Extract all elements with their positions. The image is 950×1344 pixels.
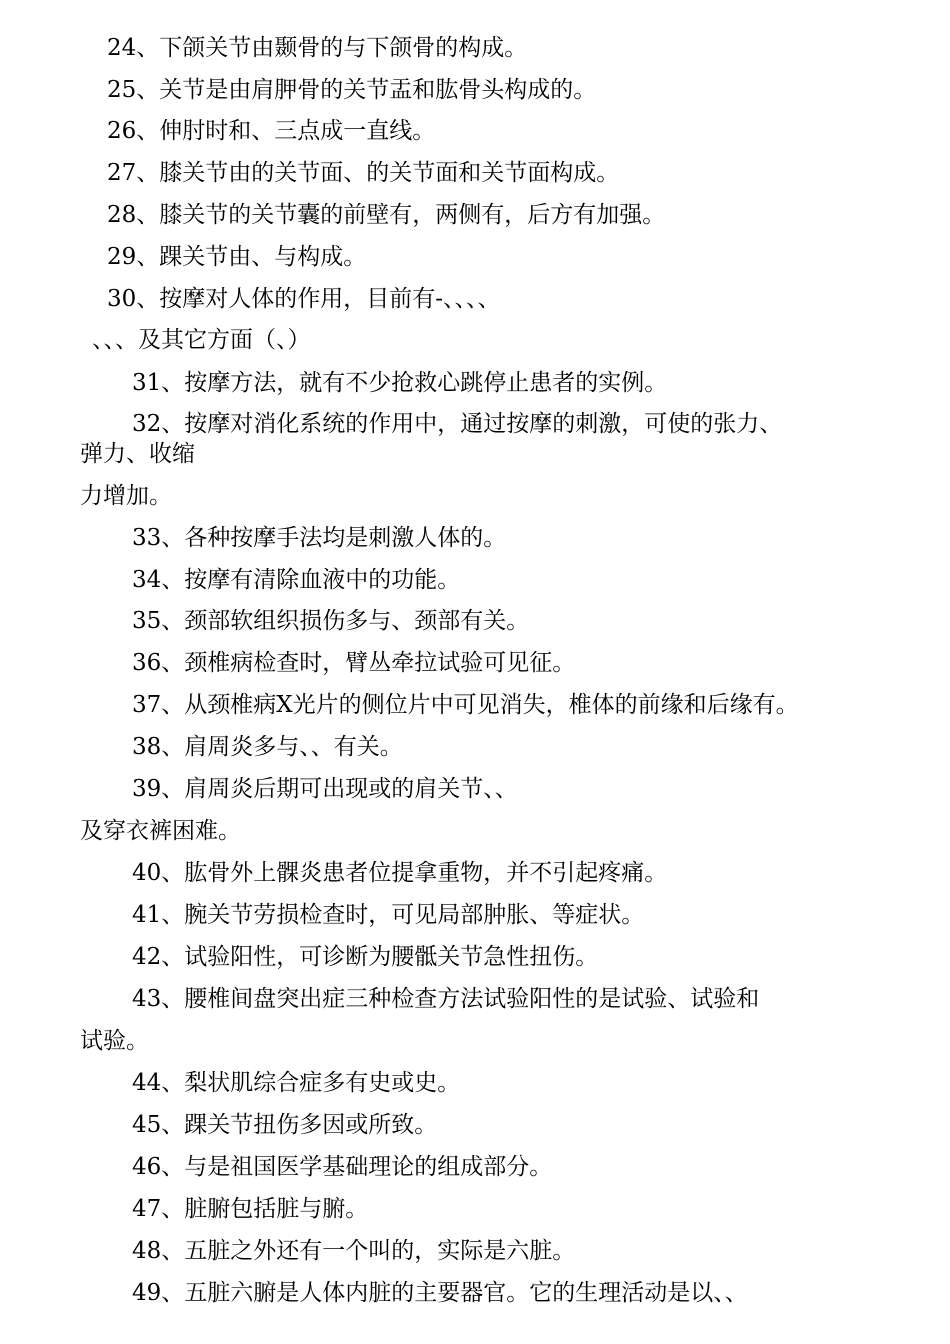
text-line-45: 45、踝关节扭伤多因或所致。 [132, 1112, 438, 1138]
text-line-42: 42、试验阳性，可诊断为腰骶关节急性扭伤。 [132, 944, 599, 970]
text-line-46: 46、与是祖国医学基础理论的组成部分。 [132, 1154, 553, 1180]
text-line-47: 47、脏腑包括脏与腑。 [132, 1196, 369, 1222]
text-line-39: 39、肩周炎后期可出现或的肩关节、、 [132, 776, 518, 802]
text-line-43-cont: 试验。 [80, 1028, 149, 1054]
text-line-34: 34、按摩有清除血液中的功能。 [132, 567, 461, 593]
text-line-32-cont-1: 弹力、收缩 [80, 441, 195, 467]
text-line-41: 41、腕关节劳损检查时，可见局部肿胀、等症状。 [132, 902, 645, 928]
text-line-28: 28、膝关节的关节囊的前壁有，两侧有，后方有加强。 [107, 202, 666, 228]
text-line-27: 27、膝关节由的关节面、的关节面和关节面构成。 [107, 160, 620, 186]
text-line-32-cont-2: 力增加。 [80, 483, 172, 509]
text-line-38: 38、肩周炎多与、、有关。 [132, 734, 403, 760]
text-line-37: 37、从颈椎病X光片的侧位片中可见消失，椎体的前缘和后缘有。 [132, 692, 799, 718]
text-line-48: 48、五脏之外还有一个叫的，实际是六脏。 [132, 1238, 576, 1264]
text-line-40: 40、肱骨外上髁炎患者位提拿重物，并不引起疼痛。 [132, 860, 668, 886]
text-line-25: 25、关节是由肩胛骨的关节盂和肱骨头构成的。 [107, 77, 597, 103]
text-line-39-cont: 及穿衣裤困难。 [80, 818, 241, 844]
text-line-26: 26、伸肘时和、三点成一直线。 [107, 118, 436, 144]
text-line-43: 43、腰椎间盘突出症三种检查方法试验阳性的是试验、试验和 [132, 986, 760, 1012]
text-line-32: 32、按摩对消化系统的作用中，通过按摩的刺激，可使的张力、 [132, 411, 783, 437]
text-line-49: 49、五脏六腑是人体内脏的主要器官。它的生理活动是以、、 [132, 1280, 748, 1306]
text-line-29: 29、踝关节由、与构成。 [107, 244, 367, 270]
text-line-24: 24、下颌关节由颞骨的与下颌骨的构成。 [107, 35, 528, 61]
text-line-33: 33、各种按摩手法均是刺激人体的。 [132, 525, 507, 551]
text-line-36: 36、颈椎病检查时，臂丛牵拉试验可见征。 [132, 650, 576, 676]
text-line-44: 44、梨状肌综合症多有史或史。 [132, 1070, 461, 1096]
text-line-31: 31、按摩方法，就有不少抢救心跳停止患者的实例。 [132, 370, 668, 396]
text-line-35: 35、颈部软组织损伤多与、颈部有关。 [132, 608, 530, 634]
text-line-30: 30、按摩对人体的作用，目前有-、、、、 [107, 286, 501, 312]
text-line-30-cont: 、、、及其它方面（、） [92, 327, 311, 353]
